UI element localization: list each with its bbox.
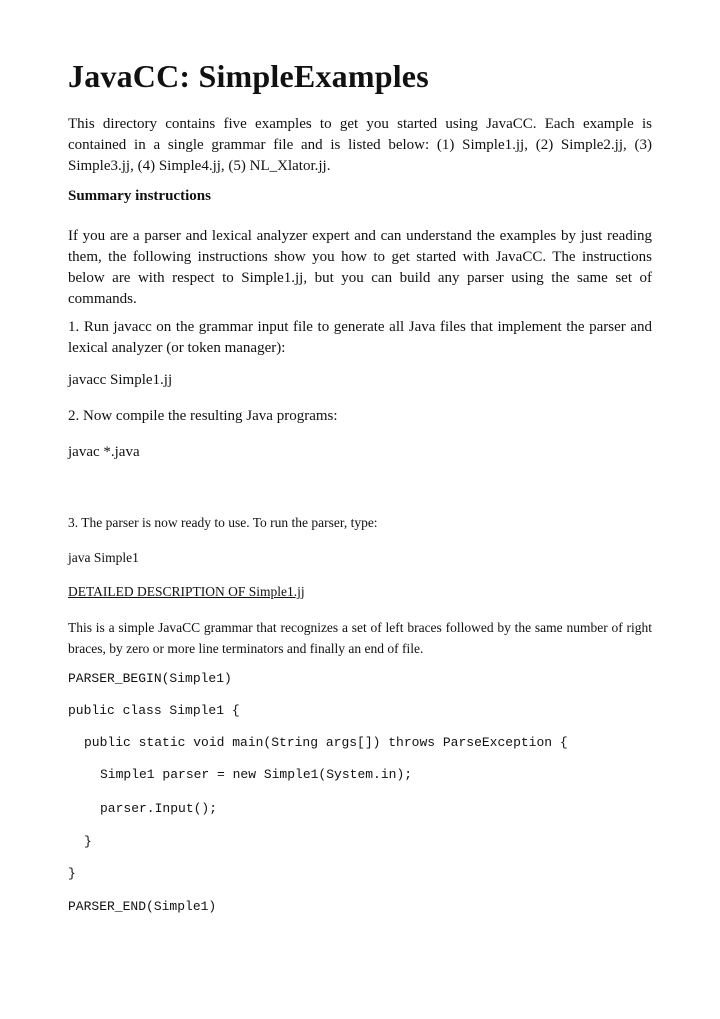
step-1-text: 1. Run javacc on the grammar input file to generate all Java files that implement the parser and lexical analyzer (or token manager): [68, 319, 652, 356]
command-javacc: javacc Simple1.jj [68, 372, 173, 388]
code-line-main-decl: public static void main(String args[]) throws ParseException { [84, 735, 568, 750]
code-line-input-call: parser.Input(); [100, 801, 218, 816]
summary-heading: Summary instructions [68, 188, 211, 204]
code-line-parser-begin: PARSER_BEGIN(Simple1) [68, 671, 232, 686]
detail-paragraph: This is a simple JavaCC grammar that recognizes a set of left braces followed by the same number of right braces, by zero or more line terminators and finally an end of file. [68, 620, 652, 656]
step-3-text: 3. The parser is now ready to use. To run the parser, type: [68, 515, 378, 530]
step-2-text: 2. Now compile the resulting Java programs: [68, 408, 338, 424]
code-line-class-decl: public class Simple1 { [68, 703, 240, 718]
command-java: java Simple1 [68, 550, 139, 565]
summary-paragraph: If you are a parser and lexical analyzer expert and can understand the examples by just reading them, the following instructions show you how to get started with JavaCC. The instructions below are with respect to Simple1.jj, but you can build any parser using the same set of commands. [68, 228, 652, 307]
code-line-parser-end: PARSER_END(Simple1) [68, 899, 217, 914]
code-line-close-class: } [68, 866, 76, 881]
command-javac: javac *.java [68, 444, 140, 460]
page-title: JavaCC: SimpleExamples [68, 58, 429, 94]
code-line-close-main: } [84, 834, 92, 849]
code-line-parser-new: Simple1 parser = new Simple1(System.in); [100, 767, 413, 782]
detail-heading: DETAILED DESCRIPTION OF Simple1.jj [68, 584, 305, 599]
intro-paragraph: This directory contains five examples to get you started using JavaCC. Each example is contained in a single grammar file and is listed below: (1) Simple1.jj, (2) Simple2.jj, (3) Simple3.jj, (4) Simple4.jj, (5) NL_Xlator.jj. [68, 116, 652, 174]
